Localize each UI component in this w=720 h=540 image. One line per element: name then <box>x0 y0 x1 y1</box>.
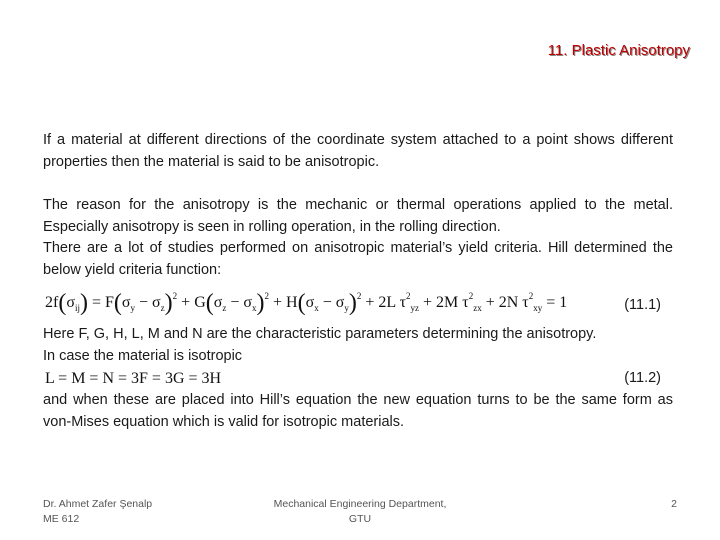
footer-author <box>43 497 152 527</box>
paragraph-von-mises: and when these are placed into Hill’s equation the new equation turns to be the same form as von-Mises equation which is valid for isotropic materials. <box>43 392 673 430</box>
paragraph-parameters <box>43 324 673 367</box>
hill-yield-equation: $2f(\sigma_{ij}) = F(\sigma_y - \sigma_z)^2 + G(\sigma_z - \sigma_x)^2 + H(\sigma_x - \sigma_y)^2 + 2L$ $\tau^2_{yz} + 2M$ $\tau^2_{zx} + 2N$ $\tau^2_{xy} = 1$ <box>45 290 568 316</box>
footer-course-code: ME 612 <box>43 513 80 525</box>
paragraph-reason-line1: The reason for the anisotropy is the mechanic or thermal operations applied to the metal. Especially anisotropy is seen in rolling operation, in the rolling direction. <box>43 197 673 235</box>
paragraph-reason <box>43 195 673 281</box>
paragraph-parameters-line1: Here F, G, H, L, M and N are the characteristic parameters determining the anisotropy. <box>43 326 597 342</box>
slide-title: 11. Plastic Anisotropy <box>547 42 690 59</box>
equation-number-11-2: (11.2) <box>624 370 661 386</box>
isotropic-condition-equation: L = M = N = 3F = 3G = 3H <box>45 370 222 387</box>
paragraph-definition: If a material at different directions of the coordinate system attached to a point shows different properties then the material is said to be anisotropic. <box>43 132 673 170</box>
footer-page-number: 2 <box>671 498 677 510</box>
footer-university: GTU <box>348 513 372 525</box>
equation-number-11-1: (11.1) <box>624 297 661 313</box>
paragraph-parameters-line2: In case the material is isotropic <box>43 347 243 364</box>
footer-department-name: Mechanical Engineering Department, <box>273 498 447 510</box>
paragraph-reason-line2: There are a lot of studies performed on anisotropic material’s yield criteria. Hill determined the below yield criteria function: <box>43 240 673 278</box>
footer-author-name: Dr. Ahmet Zafer Şenalp <box>43 498 153 510</box>
footer-department <box>250 497 470 527</box>
